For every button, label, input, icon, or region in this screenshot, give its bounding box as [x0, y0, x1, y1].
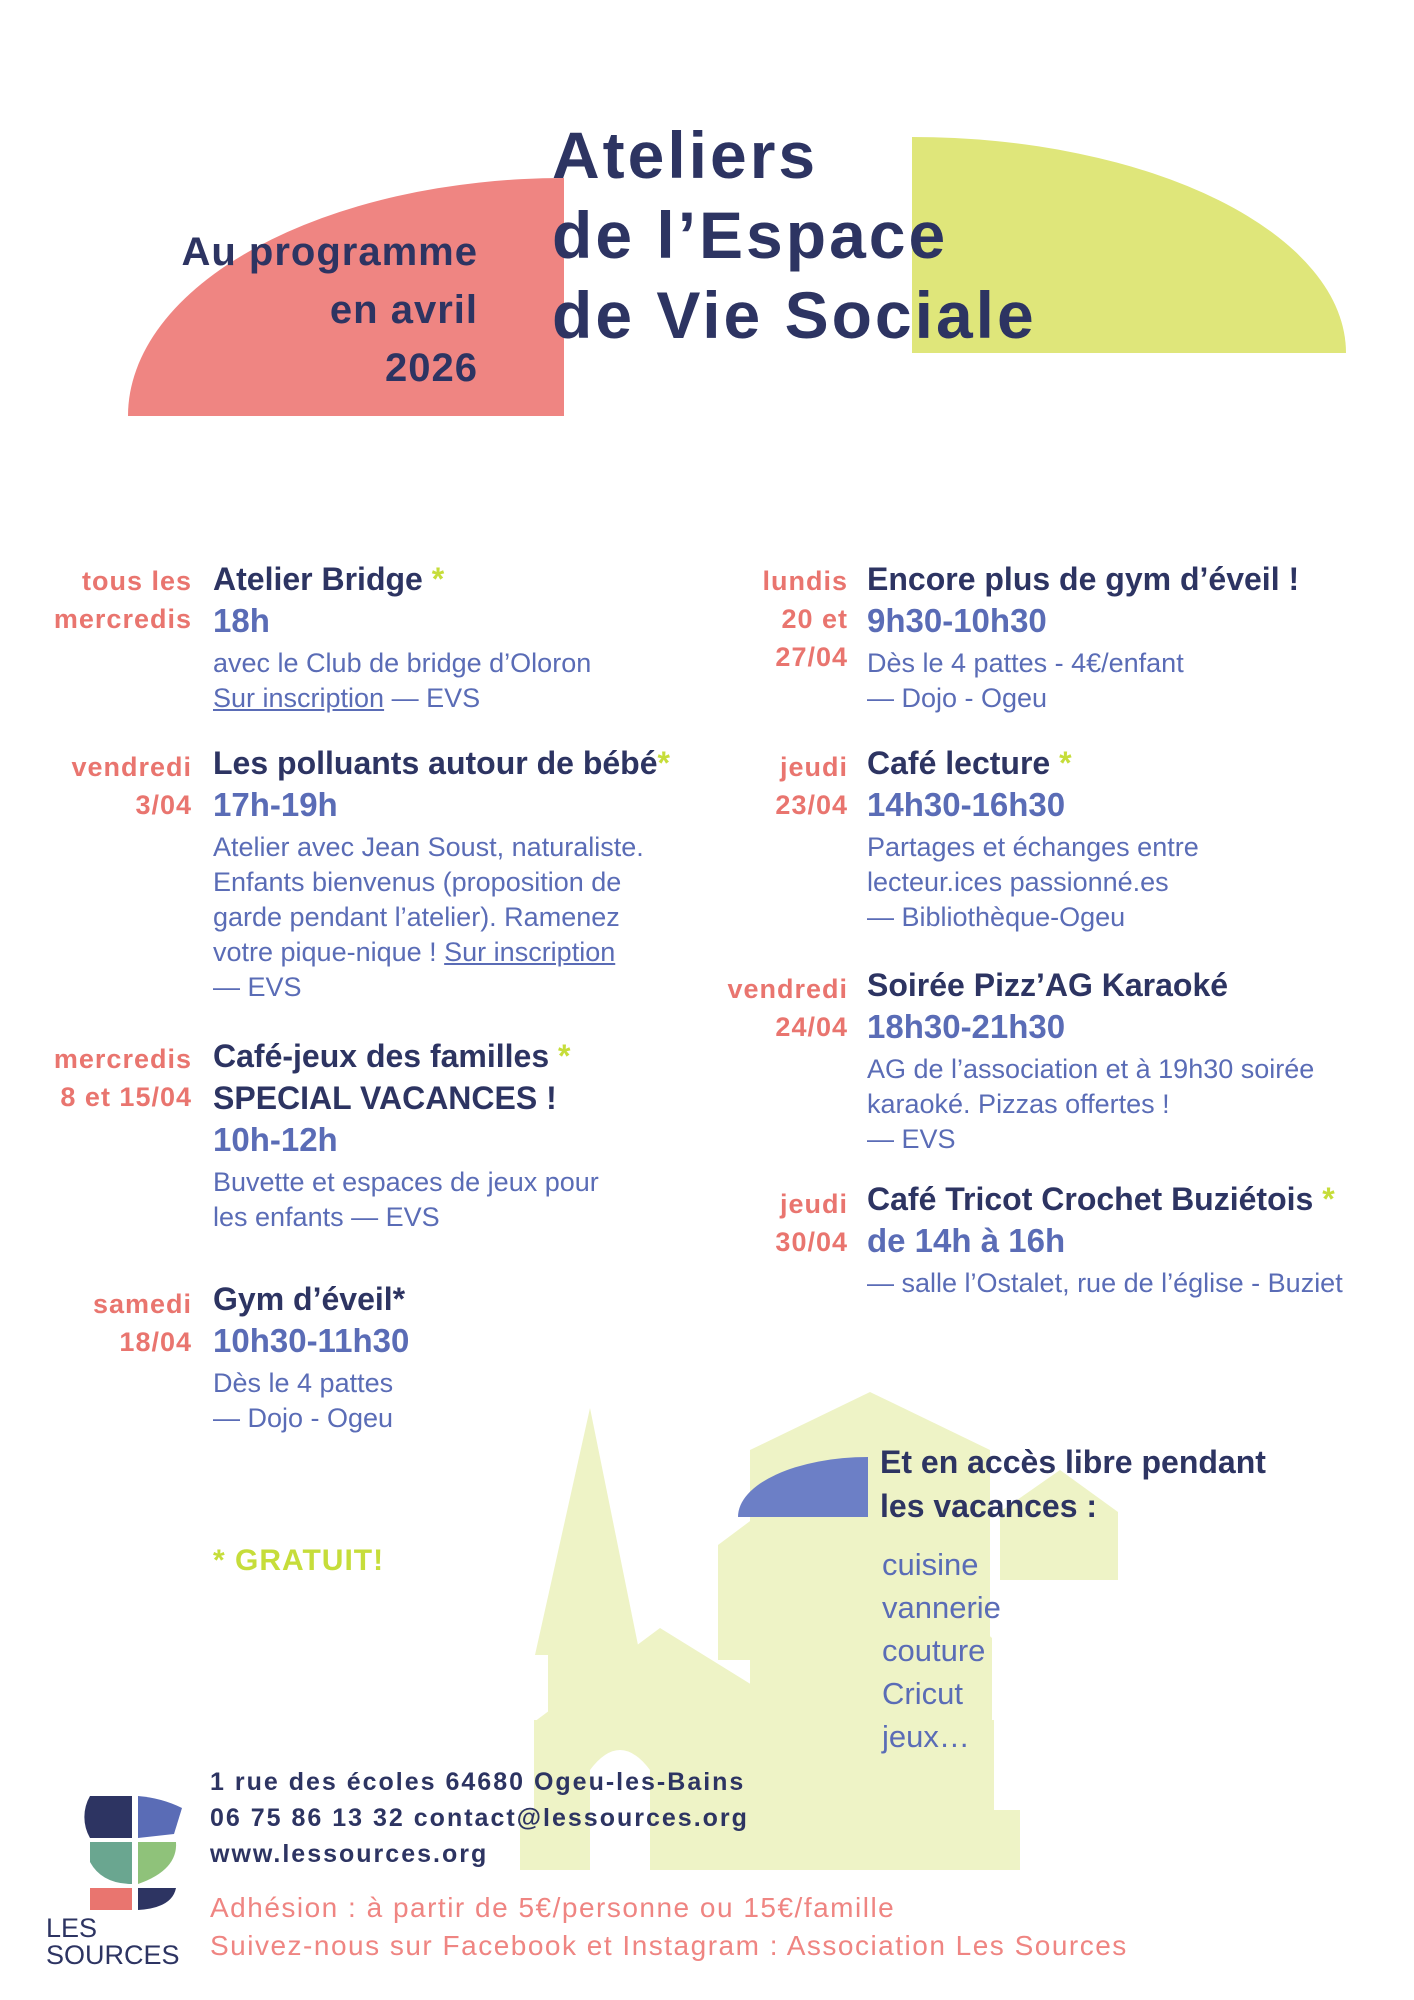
event-time: 14h30-16h30 — [867, 786, 1066, 823]
logo-text-line1: LES — [46, 1913, 98, 1943]
event-gym-plus: Encore plus de gym d’éveil ! 9h30-10h30 Dès le 4 pattes - 4€/enfant — Dojo - Ogeu — [867, 558, 1299, 716]
event-title: Soirée Pizz’AG Karaoké — [867, 967, 1229, 1003]
event-title: Les polluants autour de bébé* — [213, 745, 670, 781]
event-date: lundis 20 et 27/04 — [762, 566, 848, 672]
event-time: 18h — [213, 602, 270, 639]
event-title: Café-jeux des familles * — [213, 1038, 571, 1074]
event-title: Gym d’éveil* — [213, 1281, 406, 1317]
gratuit-note: * GRATUIT! — [213, 1544, 385, 1577]
phone-email[interactable]: 06 75 86 13 32 contact@lessources.org — [210, 1804, 749, 1832]
event-date: vendredi 3/04 — [71, 752, 192, 820]
registration-link[interactable]: Sur inscription — [444, 937, 616, 967]
event-title: Encore plus de gym d’éveil ! — [867, 561, 1300, 597]
list-item: vannerie — [882, 1590, 1001, 1625]
event-time: 18h30-21h30 — [867, 1008, 1066, 1045]
event-date: vendredi 24/04 — [727, 974, 848, 1042]
event-polluants: Les polluants autour de bébé* 17h-19h Atelier avec Jean Soust, naturaliste. Enfants bienvenus (proposition de garde pendant l’atelier). Ramenez votre pique-nique ! Sur inscription — EVS — [213, 742, 670, 1005]
event-title: Atelier Bridge * — [213, 561, 445, 597]
event-cafe-tricot: Café Tricot Crochet Buziétois * de 14h à 16h — salle l’Ostalet, rue de l’église - Buziet — [867, 1178, 1343, 1301]
event-time: 9h30-10h30 — [867, 602, 1047, 639]
event-cafe-jeux: Café-jeux des familles * SPECIAL VACANCES ! 10h-12h Buvette et espaces de jeux pour les enfants — EVS — [213, 1035, 599, 1235]
event-date: jeudi 23/04 — [775, 752, 848, 820]
program-line-1: Au programme — [181, 230, 478, 274]
event-cafe-lecture: Café lecture * 14h30-16h30 Partages et échanges entre lecteur.ices passionné.es — Bibliothèque-Ogeu — [867, 742, 1199, 935]
event-date: samedi 18/04 — [92, 1289, 192, 1357]
membership-info: Adhésion : à partir de 5€/personne ou 15€/famille Suivez-nous sur Facebook et Instagram : Association Les Sources — [210, 1889, 1128, 1965]
program-line-2: en avril — [329, 288, 478, 332]
event-date: tous les mercredis — [53, 566, 192, 634]
list-item: couture — [882, 1633, 986, 1668]
program-year: 2026 — [385, 346, 478, 390]
list-item: Cricut — [882, 1676, 963, 1711]
event-description: avec le Club de bridge d’Oloron — [213, 648, 592, 678]
list-item: jeux… — [882, 1719, 970, 1754]
event-time: 10h-12h — [213, 1121, 338, 1158]
social-info: Suivez-nous sur Facebook et Instagram : Association Les Sources — [210, 1930, 1128, 1961]
event-soiree-karaoke: Soirée Pizz’AG Karaoké 18h30-21h30 AG de l’association et à 19h30 soirée karaoké. Pizzas offertes ! — EVS — [867, 964, 1314, 1157]
event-title: Café lecture * — [867, 745, 1072, 781]
event-time: de 14h à 16h — [867, 1222, 1066, 1259]
registration-link[interactable]: Sur inscription — [213, 683, 385, 713]
contact-block — [210, 1764, 749, 1872]
event-time: 17h-19h — [213, 786, 338, 823]
event-title: Café Tricot Crochet Buziétois * — [867, 1181, 1335, 1217]
logo-text-line2: SOURCES — [46, 1940, 180, 1970]
event-time: 10h30-11h30 — [213, 1322, 410, 1359]
program-month — [140, 230, 478, 400]
free-access-title: Et en accès libre pendant les vacances : — [880, 1444, 1266, 1524]
event-date: jeudi 30/04 — [775, 1189, 848, 1257]
page-title: Ateliers de l’Espace de Vie Sociale — [552, 118, 1037, 352]
event-date: mercredis 8 et 15/04 — [53, 1044, 192, 1112]
address: 1 rue des écoles 64680 Ogeu-les-Bains — [210, 1768, 746, 1796]
event-bridge: Atelier Bridge * 18h avec le Club de bridge d’Oloron Sur inscription — EVS — [213, 558, 591, 716]
free-access-list — [882, 1543, 1001, 1758]
les-sources-logo — [42, 1790, 192, 1970]
website-link[interactable]: www.lessources.org — [210, 1840, 489, 1868]
list-item: cuisine — [882, 1547, 979, 1582]
event-gym-eveil: Gym d’éveil* 10h30-11h30 Dès le 4 pattes — Dojo - Ogeu — [213, 1278, 409, 1436]
